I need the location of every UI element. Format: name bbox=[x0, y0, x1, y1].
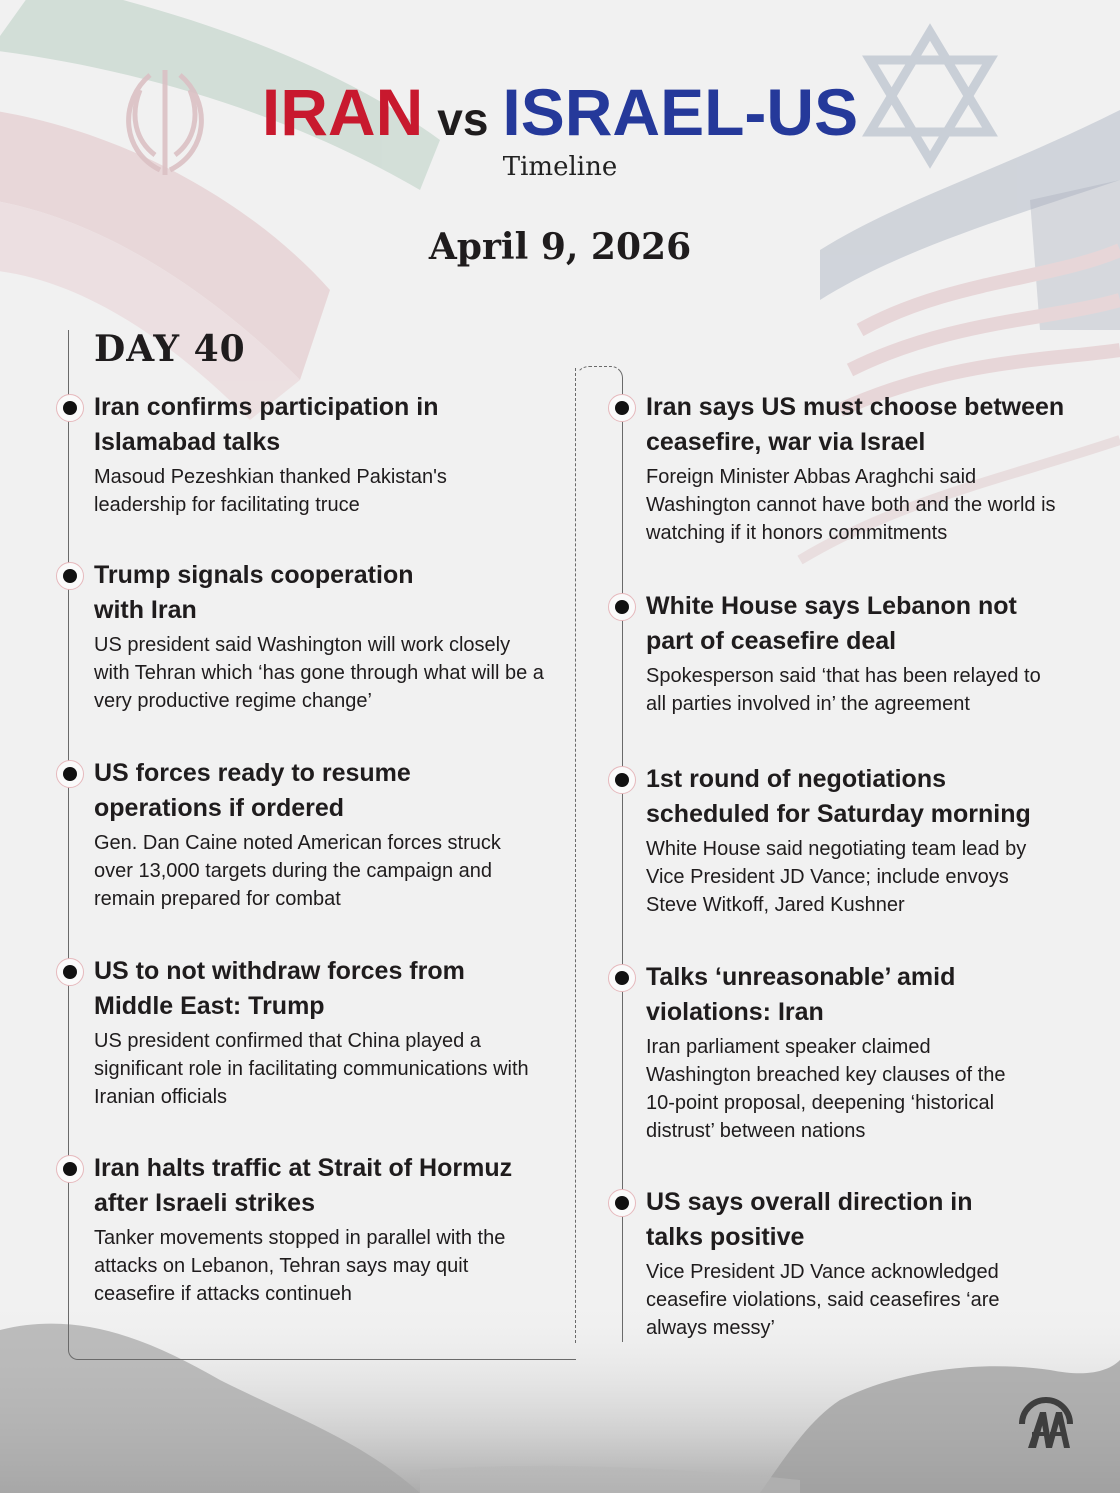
timeline-dot-icon bbox=[608, 964, 636, 992]
column-divider-dashed bbox=[575, 368, 576, 1343]
timeline-dot-icon bbox=[56, 562, 84, 590]
timeline-dot-icon bbox=[56, 760, 84, 788]
timeline-dot-icon bbox=[56, 394, 84, 422]
timeline-item bbox=[94, 954, 544, 1111]
timeline-dot-icon bbox=[608, 593, 636, 621]
item-summary: US president said Washington will work closely with Tehran which ‘has gone through what will be a very productive regime change’ bbox=[94, 634, 544, 712]
item-headline: Iran says US must choose between ceasefire, war via Israel bbox=[646, 393, 1065, 456]
item-headline: Talks ‘unreasonable’ amid violations: Iran bbox=[646, 963, 956, 1026]
timeline-dot-icon bbox=[608, 1189, 636, 1217]
item-headline: Iran halts traffic at Strait of Hormuz after Israeli strikes bbox=[94, 1154, 513, 1217]
timeline-item bbox=[646, 589, 1076, 718]
title-israel-us: ISRAEL-US bbox=[502, 75, 859, 149]
item-headline: US says overall direction in talks positive bbox=[646, 1188, 973, 1251]
page-title bbox=[0, 72, 1120, 159]
timeline-dot-icon bbox=[608, 766, 636, 794]
item-summary: Foreign Minister Abbas Araghchi said Washington cannot have both and the world is watching if it honors commitments bbox=[646, 466, 1056, 544]
date-heading: April 9, 2026 bbox=[428, 226, 692, 268]
item-summary: Gen. Dan Caine noted American forces struck over 13,000 targets during the campaign and remain prepared for combat bbox=[94, 832, 501, 910]
item-summary: Vice President JD Vance acknowledged ceasefire violations, said ceasefires ‘are always messy’ bbox=[646, 1261, 1000, 1339]
item-summary: Masoud Pezeshkian thanked Pakistan's leadership for facilitating truce bbox=[94, 466, 447, 516]
item-headline: 1st round of negotiations scheduled for Saturday morning bbox=[646, 765, 1031, 828]
title-vs: vs bbox=[437, 93, 489, 145]
title-iran: IRAN bbox=[261, 75, 424, 149]
timeline-item bbox=[94, 1151, 544, 1308]
item-summary: US president confirmed that China played a significant role in facilitating communications with Iranian officials bbox=[94, 1030, 529, 1108]
timeline-item bbox=[94, 558, 544, 715]
item-summary: Spokesperson said ‘that has been relayed to all parties involved in’ the agreement bbox=[646, 665, 1041, 715]
timeline-item bbox=[646, 390, 1076, 547]
timeline-item bbox=[646, 1185, 1076, 1342]
item-headline: Iran confirms participation in Islamabad talks bbox=[94, 393, 439, 456]
timeline-dot-icon bbox=[608, 394, 636, 422]
item-headline: US forces ready to resume operations if ordered bbox=[94, 759, 411, 822]
timeline-item bbox=[94, 756, 544, 913]
divider-top-curve bbox=[575, 366, 623, 384]
timeline-item bbox=[94, 390, 544, 519]
item-headline: White House says Lebanon not part of ceasefire deal bbox=[646, 592, 1017, 655]
item-summary: White House said negotiating team lead by Vice President JD Vance; include envoys Steve Witkoff, Jared Kushner bbox=[646, 838, 1027, 916]
timeline-dot-icon bbox=[56, 1155, 84, 1183]
item-summary: Iran parliament speaker claimed Washington breached key clauses of the 10-point proposal, deepening ‘historical distrust’ between nations bbox=[646, 1036, 1006, 1142]
timeline-item bbox=[646, 762, 1076, 919]
timeline-item bbox=[646, 960, 1076, 1145]
item-headline: US to not withdraw forces from Middle East: Trump bbox=[94, 957, 465, 1020]
day-label: DAY 40 bbox=[94, 328, 246, 370]
item-headline: Trump signals cooperation with Iran bbox=[94, 561, 414, 624]
timeline-dot-icon bbox=[56, 958, 84, 986]
item-summary: Tanker movements stopped in parallel with the attacks on Lebanon, Tehran says may quit ceasefire if attacks continueh bbox=[94, 1227, 506, 1305]
anadolu-agency-logo-icon bbox=[1016, 1392, 1076, 1450]
page-subtitle: Timeline bbox=[502, 152, 618, 182]
